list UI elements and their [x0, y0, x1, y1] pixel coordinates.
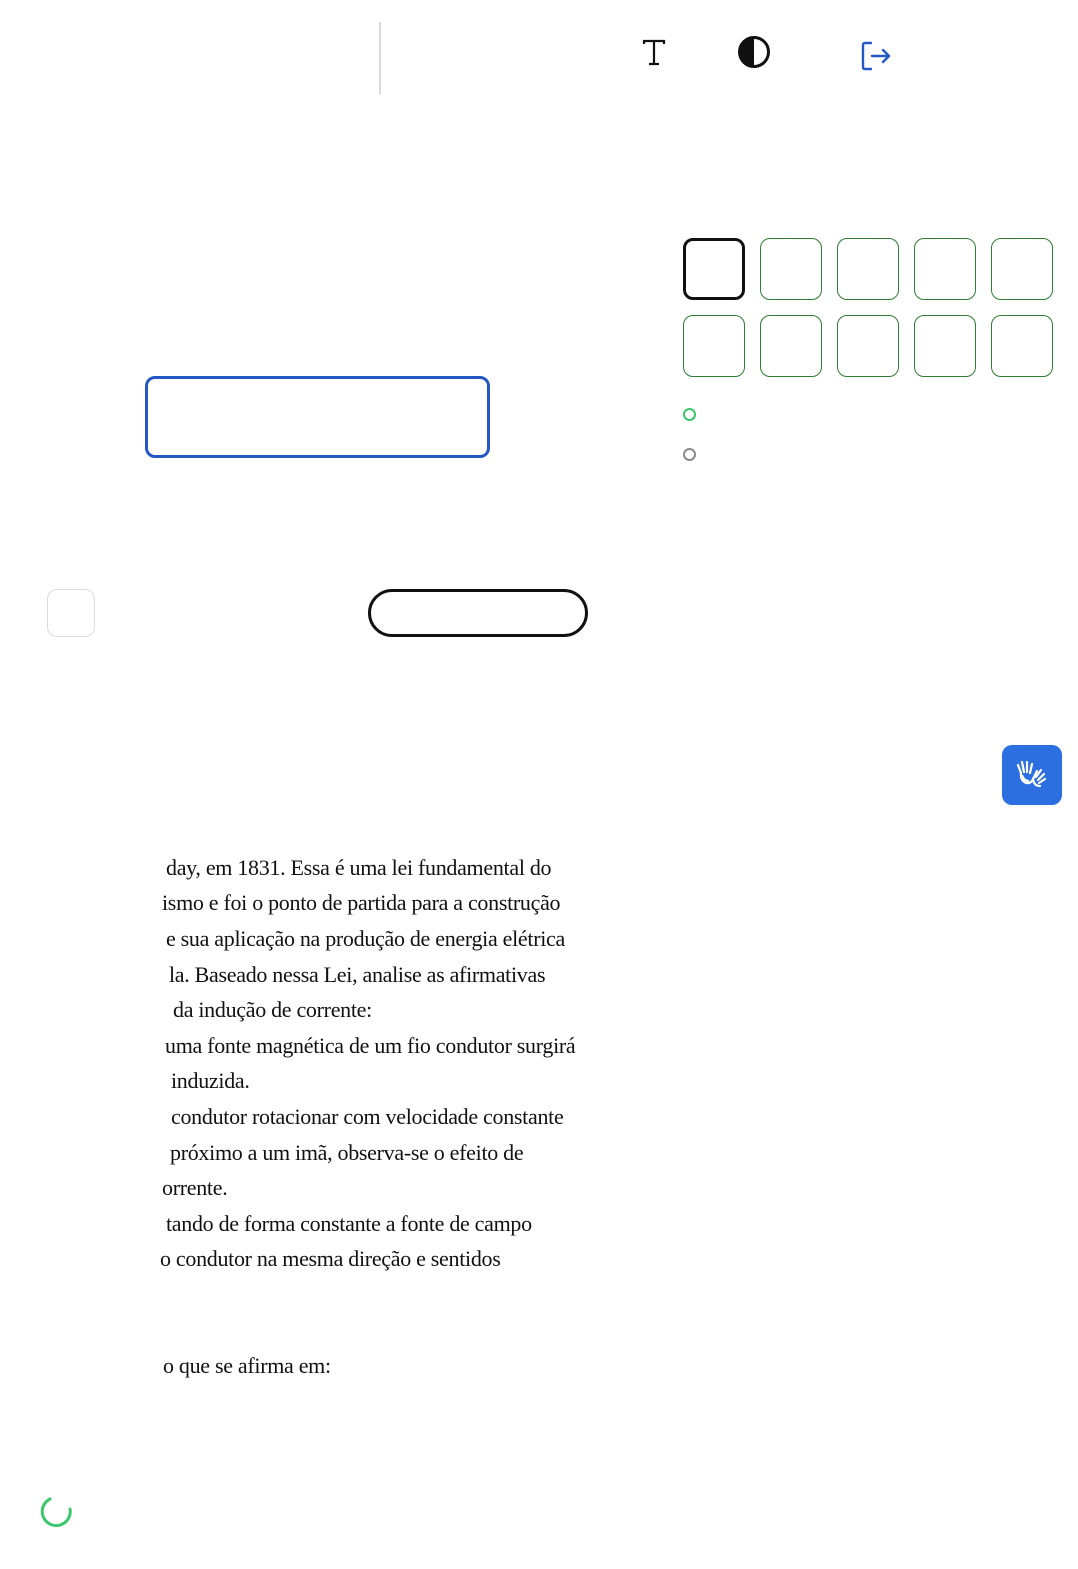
libras-accessibility-button[interactable]	[1002, 745, 1062, 805]
question-text-line: induzida.	[171, 1068, 250, 1093]
question-cell[interactable]	[760, 315, 822, 377]
question-text-line: la. Baseado nessa Lei, analise as afirmativas	[169, 962, 546, 987]
sign-language-hands-icon	[1012, 753, 1052, 798]
question-prompt: o que se afirma em:	[163, 1353, 331, 1378]
question-text-line: day, em 1831. Essa é uma lei fundamental do	[166, 855, 552, 880]
contrast-button[interactable]	[736, 36, 772, 72]
question-cell[interactable]	[914, 238, 976, 300]
primary-outlined-button[interactable]	[145, 376, 490, 458]
contrast-icon	[737, 35, 771, 74]
question-cell[interactable]	[991, 315, 1053, 377]
question-text-line: próximo a um imã, observa-se o efeito de	[170, 1140, 524, 1165]
pill-button[interactable]	[368, 589, 588, 637]
question-text-line: ismo e foi o ponto de partida para a construção	[162, 890, 561, 915]
question-cell-current[interactable]	[683, 238, 745, 300]
question-text-line: orrente.	[162, 1175, 228, 1200]
question-text-line: condutor rotacionar com velocidade constante	[171, 1104, 564, 1129]
logout-icon	[859, 39, 893, 78]
question-text-line: o condutor na mesma direção e sentidos	[160, 1246, 501, 1271]
question-text-line: tando de forma constante a fonte de campo	[166, 1211, 532, 1236]
question-cell[interactable]	[991, 238, 1053, 300]
question-cell[interactable]	[683, 315, 745, 377]
text-size-button[interactable]	[636, 36, 672, 72]
question-cell[interactable]	[837, 238, 899, 300]
question-cell[interactable]	[837, 315, 899, 377]
question-text-line: e sua aplicação na produção de energia elétrica	[166, 926, 565, 951]
question-text-line: da indução de corrente:	[173, 997, 372, 1022]
loading-spinner-icon	[40, 1494, 74, 1528]
logout-button[interactable]	[858, 40, 894, 76]
legend-pending-dot	[683, 448, 696, 461]
question-text-line: uma fonte magnética de um fio condutor surgirá	[165, 1033, 576, 1058]
question-navigation-grid	[683, 238, 1053, 377]
text-size-icon	[639, 37, 669, 72]
legend-answered-dot	[683, 408, 696, 421]
header-divider	[379, 22, 381, 94]
question-cell[interactable]	[914, 315, 976, 377]
checkbox[interactable]	[47, 589, 95, 637]
question-cell[interactable]	[760, 238, 822, 300]
